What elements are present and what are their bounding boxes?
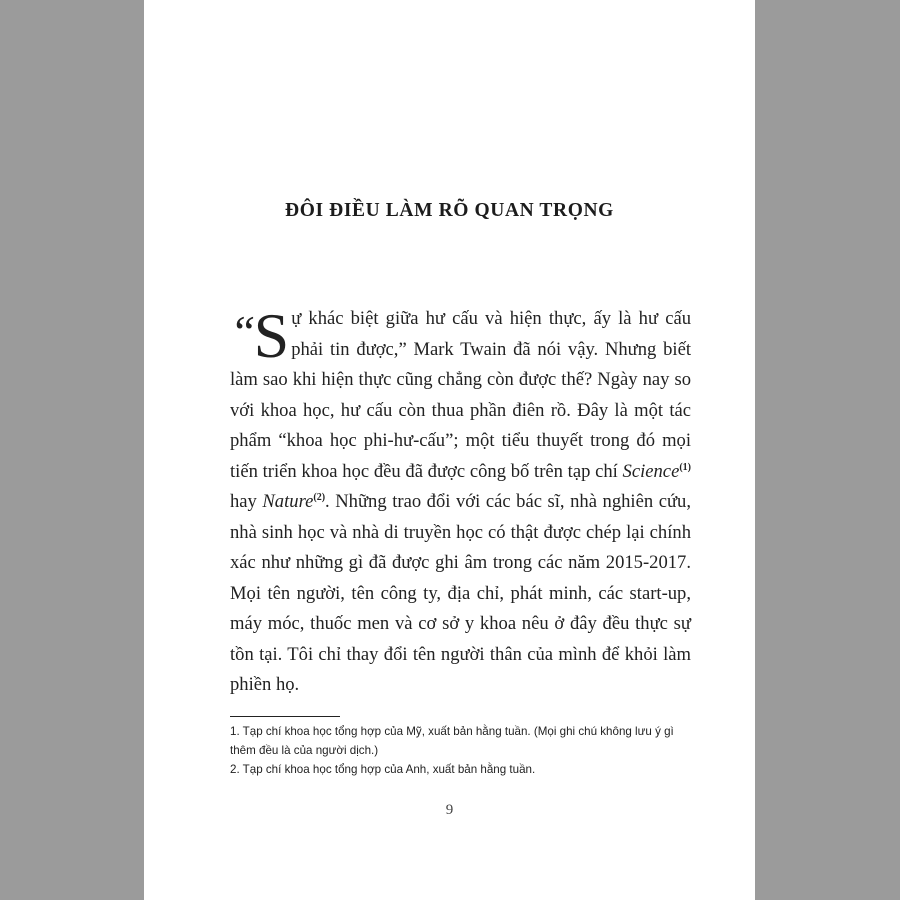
footnote-ref-2[interactable]: (2)	[313, 491, 326, 503]
footnote-2: 2. Tạp chí khoa học tổng hợp của Anh, xuất bản hằng tuần.	[230, 763, 536, 776]
footnotes	[230, 722, 690, 779]
body-text-segment-2: hay	[230, 491, 263, 512]
dropcap-quote: “	[230, 306, 250, 357]
footnote-divider	[230, 716, 340, 717]
page-number: 9	[445, 802, 454, 818]
body-text-segment-3: . Những trao đổi với các bác sĩ, nhà nghiên cứu, nhà sinh học và nhà di truyền học có thật được chép lại chính xác như những gì đã được ghi âm trong các năm 2015-2017. Mọi tên người, tên công ty, địa chỉ, phát minh, các start-up, máy móc, thuốc men và cơ sở y khoa nêu ở đây đều thực sự tồn tại. Tôi chỉ thay đổi tên người thân của mình để khỏi làm phiền họ.	[230, 491, 691, 695]
dropcap-letter: S	[253, 300, 290, 371]
book-page	[144, 0, 755, 900]
footnote-1: 1. Tạp chí khoa học tổng hợp của Mỹ, xuất bản hằng tuần. (Mọi ghi chú không lưu ý gì thêm đều là của người dịch.)	[230, 725, 674, 757]
footnote-ref-1[interactable]: (1)	[679, 461, 691, 473]
journal-nature: Nature	[262, 491, 314, 512]
chapter-title: ĐÔI ĐIỀU LÀM RÕ QUAN TRỌNG	[285, 200, 614, 221]
body-text-segment-1: ự khác biệt giữa hư cấu và hiện thực, ấy là hư cấu phải tin được,” Mark Twain đã nói vậy. Nhưng biết làm sao khi hiện thực cũng chẳng còn được thế? Ngày nay so với khoa học, hư cấu còn thua phần điên rồ. Đây là một tác phẩm “khoa học phi-hư-cấu”; một tiểu thuyết trong đó mọi tiến triển khoa học đều đã được công bố trên tạp chí	[230, 308, 691, 482]
journal-science: Science	[622, 460, 680, 482]
body-paragraph	[230, 300, 691, 701]
